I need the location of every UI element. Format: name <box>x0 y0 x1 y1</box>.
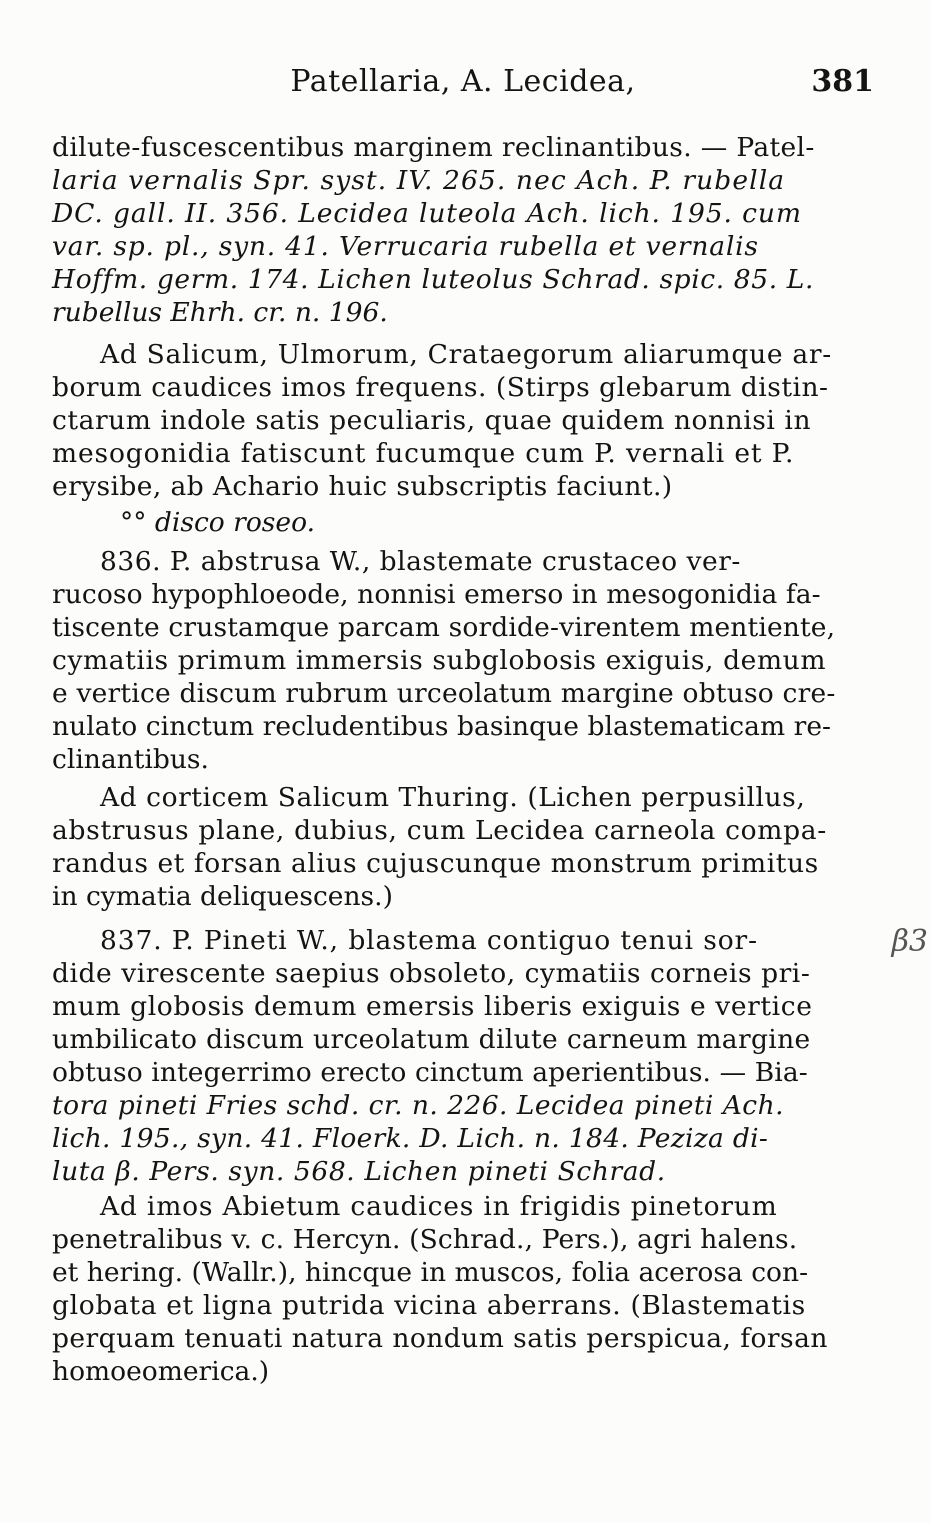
text-line: randus et forsan alius cujuscunque monstrum primitus <box>52 848 819 879</box>
text-line: laria vernalis Spr. syst. IV. 265. nec Ach. P. rubella <box>52 165 786 196</box>
text-line: °° disco roseo. <box>120 507 315 538</box>
text-line: penetralibus v. c. Hercyn. (Schrad., Pers.), agri halens. <box>52 1224 798 1255</box>
text-line: dide virescente saepius obsoleto, cymatiis corneis pri- <box>52 958 811 989</box>
text-line: ctarum indole satis peculiaris, quae quidem nonnisi in <box>52 405 812 436</box>
margin-annotation: β3 <box>891 924 928 959</box>
text-line: DC. gall. II. 356. Lecidea luteola Ach. lich. 195. cum <box>52 198 802 229</box>
text-line: rubellus Ehrh. cr. n. 196. <box>52 297 388 328</box>
text-line: et hering. (Wallr.), hincque in muscos, folia acerosa con- <box>52 1257 809 1288</box>
text-line: var. sp. pl., syn. 41. Verrucaria rubella et vernalis <box>52 231 759 262</box>
running-head-title: Patellaria, A. Lecidea, <box>290 64 636 99</box>
text-line: abstrusus plane, dubius, cum Lecidea carneola compa- <box>52 815 827 846</box>
page-number: 381 <box>811 64 874 99</box>
text-line: rucoso hypophloeode, nonnisi emerso in mesogonidia fa- <box>52 579 821 610</box>
text-line: erysibe, ab Achario huic subscriptis faciunt.) <box>52 471 673 502</box>
text-line: cymatiis primum immersis subglobosis exiguis, demum <box>52 645 827 676</box>
text-line: in cymatia deliquescens.) <box>52 881 393 912</box>
text-line: 837. P. Pineti W., blastema contiguo tenui sor- <box>100 925 758 956</box>
running-head <box>52 62 874 102</box>
text-line: clinantibus. <box>52 744 209 775</box>
text-line: Ad imos Abietum caudices in frigidis pinetorum <box>100 1191 778 1222</box>
text-line: homoeomerica.) <box>52 1356 270 1387</box>
text-line: Ad corticem Salicum Thuring. (Lichen perpusillus, <box>100 782 806 813</box>
text-line: dilute-fuscescentibus marginem reclinantibus. — Patel- <box>52 132 815 163</box>
text-line: umbilicato discum urceolatum dilute carneum margine <box>52 1024 811 1055</box>
text-line: mesogonidia fatiscunt fucumque cum P. vernali et P. <box>52 438 795 469</box>
text-line: e vertice discum rubrum urceolatum margine obtuso cre- <box>52 678 836 709</box>
text-line: luta β. Pers. syn. 568. Lichen pineti Schrad. <box>52 1156 666 1187</box>
text-line: Ad Salicum, Ulmorum, Crataegorum aliarumque ar- <box>100 339 832 370</box>
text-line: globata et ligna putrida vicina aberrans. (Blastematis <box>52 1290 806 1321</box>
text-line: tora pineti Fries schd. cr. n. 226. Lecidea pineti Ach. <box>52 1090 784 1121</box>
text-line: 836. P. abstrusa W., blastemate crustaceo ver- <box>100 546 741 577</box>
text-line: nulato cinctum recludentibus basinque blastematicam re- <box>52 711 832 742</box>
text-line: mum globosis demum emersis liberis exiguis e vertice <box>52 991 813 1022</box>
text-line: Hoffm. germ. 174. Lichen luteolus Schrad. spic. 85. L. <box>52 264 814 295</box>
text-line: obtuso integerrimo erecto cinctum aperientibus. — Bia- <box>52 1057 808 1088</box>
text-line: lich. 195., syn. 41. Floerk. D. Lich. n. 184. Peziza di- <box>52 1123 769 1154</box>
text-line: perquam tenuati natura nondum satis perspicua, forsan <box>52 1323 828 1354</box>
text-line: borum caudices imos frequens. (Stirps glebarum distin- <box>52 372 829 403</box>
text-line: tiscente crustamque parcam sordide-virentem mentiente, <box>52 612 836 643</box>
